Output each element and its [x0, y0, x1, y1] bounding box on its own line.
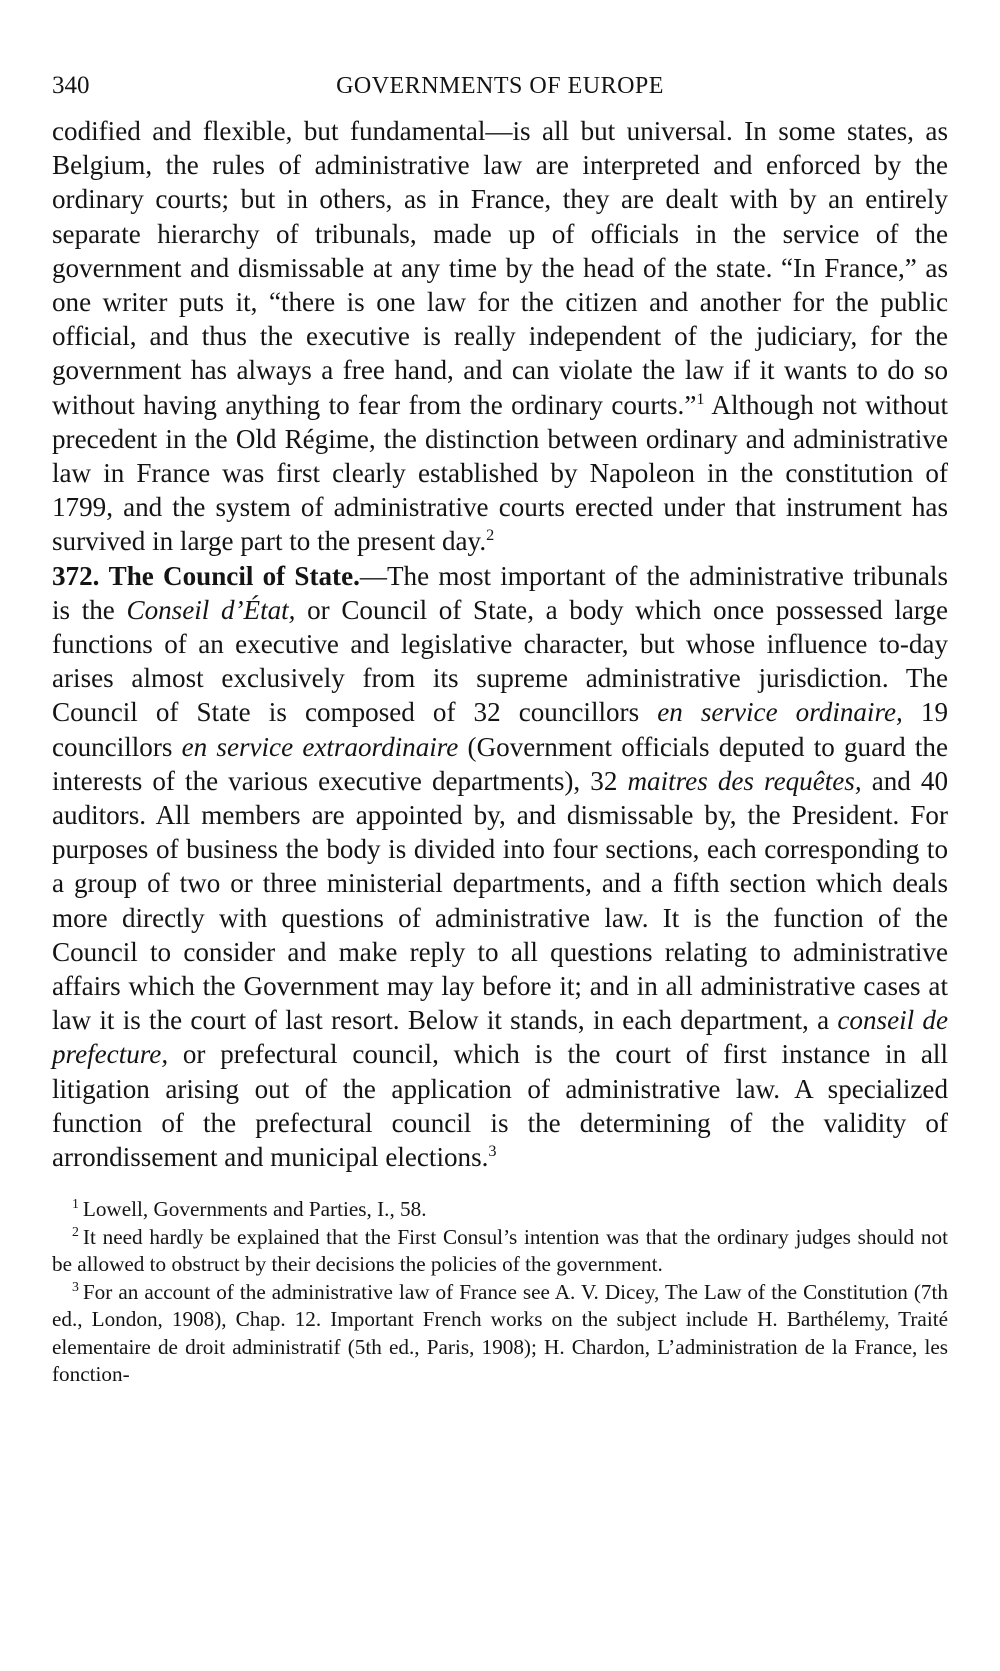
- term-conseil-detat: Conseil d’État,: [126, 594, 296, 625]
- body-text: [52, 114, 948, 1174]
- footnote-1-text: Lowell, Governments and Parties, I., 58.: [82, 1197, 427, 1222]
- footnote-ref-3: 3: [488, 1142, 497, 1161]
- running-title: GOVERNMENTS OF EUROPE: [336, 73, 664, 99]
- footnote-ref-1: 1: [696, 389, 705, 408]
- footnote-2: [52, 1224, 948, 1279]
- paragraph-1-text-continued: Although not without precedent in the Old Régime, the distinction between ordinary and administrative law in France was first clearly established by Napoleon in the constitution of 1799, and the system of administrative courts erected under that instrument has survived in large part to the present day.: [52, 389, 948, 557]
- term-maitres-des-requetes: maitres des requêtes,: [627, 765, 862, 796]
- footnote-ref-2: 2: [486, 526, 495, 545]
- section-text-3: 19 councillors: [52, 697, 948, 762]
- section-heading: The Council of State.: [108, 560, 360, 591]
- section-text-1: —The most important of the administrative tribunals is the: [52, 560, 948, 625]
- footnote-2-text: It need hardly be explained that the First Consul’s intention was that the ordinary judges should not be allowed to obstruct by their decisions the policies of the government.: [52, 1224, 948, 1277]
- footnote-1: [52, 1196, 948, 1224]
- footnote-1-mark: 1: [72, 1196, 79, 1212]
- section-text-4: (Government officials deputed to guard the interests of the various executive departments), 32: [52, 731, 948, 796]
- footnote-3-text: For an account of the administrative law of France see A. V. Dicey, The Law of the Constitution (7th ed., London, 1908), Chap. 12. Important French works on the subject include H. Barthélemy, Traité elementaire de droit administratif (5th ed., Paris, 1908); H. Chardon, L’administration de la France, les fonction-: [52, 1279, 948, 1387]
- term-en-service-ordinaire: en service ordinaire,: [657, 697, 903, 728]
- footnotes: [52, 1196, 948, 1389]
- footnote-3-mark: 3: [72, 1278, 79, 1294]
- section-number: 372.: [52, 560, 100, 591]
- section-text-2: or Council of State, a body which once possessed large functions of an executive and legislative character, but whose influence to-day arises almost exclusively from its supreme administrative jurisdiction. The Council of State is composed of 32 councillors: [52, 594, 949, 728]
- term-en-service-extraordinaire: en service extraordinaire: [181, 731, 459, 762]
- term-conseil-de-prefecture: conseil de prefecture,: [52, 1005, 948, 1070]
- footnote-2-mark: 2: [72, 1223, 79, 1239]
- paragraph-1-text: codified and flexible, but fundamental—is all but universal. In some states, as Belgium, the rules of administrative law are interpreted and enforced by the ordinary courts; but in others, as in France, they are dealt with by an entirely separate hierarchy of tribunals, made up of officials in the service of the government and dismissable at any time by the head of the state. “In France,” as one writer puts it, “there is one law for the citizen and another for the public official, and thus the executive is really independent of the judiciary, for the government has always a free hand, and can violate the law if it wants to do so without having anything to fear from the ordinary courts.”: [52, 116, 948, 420]
- section-text-6: or prefectural council, which is the court of first instance in all litigation arising out of the application of administrative law. A specialized function of the prefectural council is the determining of the validity of arrondissement and municipal elections.: [52, 1039, 948, 1173]
- paragraph-1: [52, 114, 948, 559]
- paragraph-section-372: [52, 559, 948, 1175]
- footnote-3: [52, 1279, 948, 1389]
- section-text-5: and 40 auditors. All members are appointed by, and dismissable by, the President. For purposes of business the body is divided into four sections, each corresponding to a group of two or three ministerial departments, and a fifth section which deals more directly with questions of administrative law. It is the function of the Council to consider and make reply to all questions relating to administrative affairs which the Government may lay before it; and in all administrative cases at law it is the court of last resort. Below it stands, in each department, a: [52, 765, 949, 1036]
- page-number: 340: [52, 72, 90, 99]
- running-header: [52, 72, 948, 112]
